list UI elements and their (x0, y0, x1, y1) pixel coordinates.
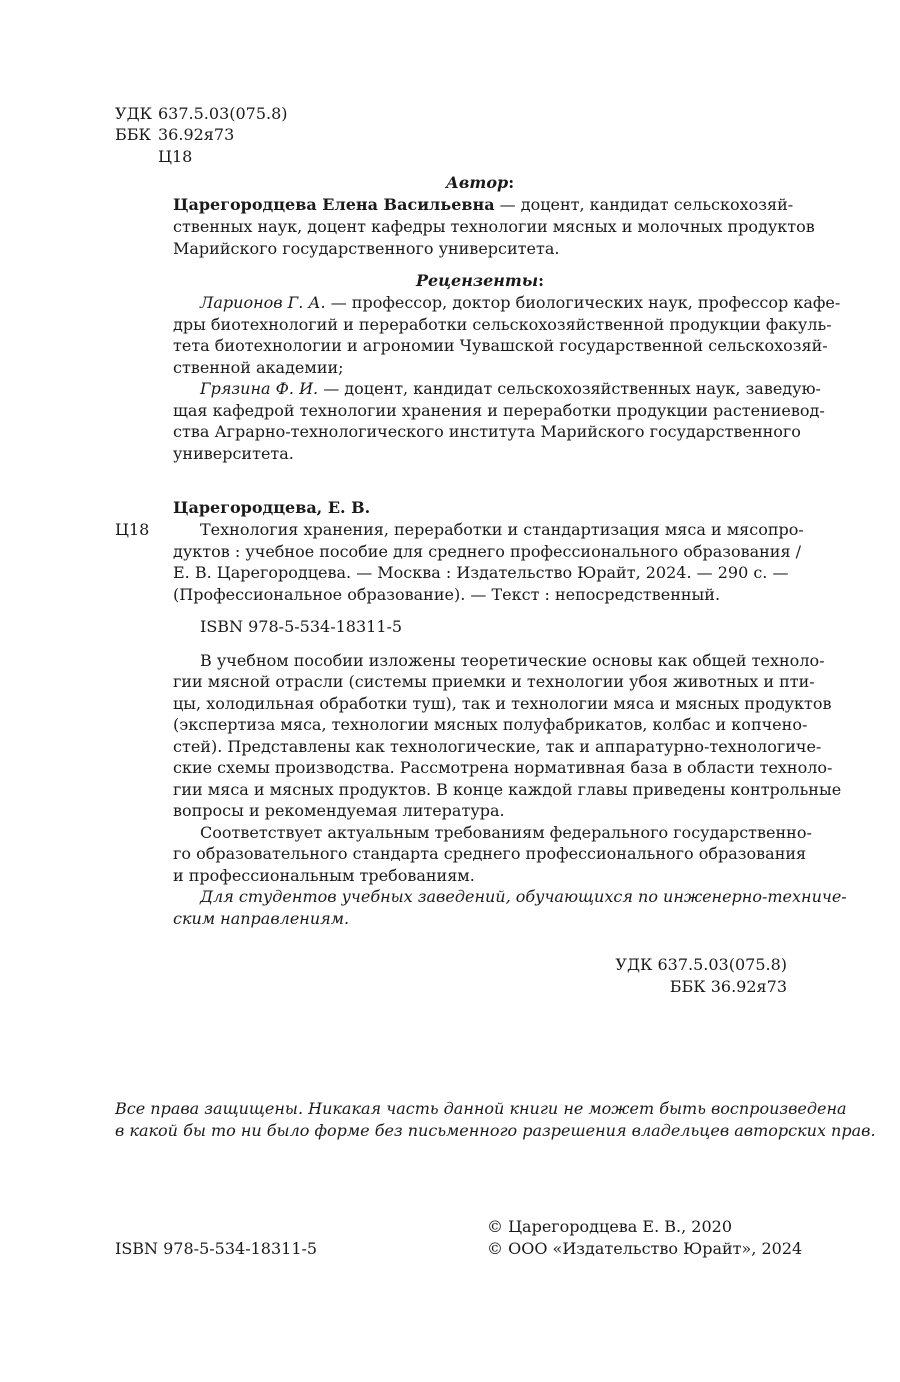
bib-sign: Ц18 (115, 520, 150, 539)
udk-value: 637.5.03(075.8) (158, 104, 288, 123)
reviewer1-line-4: ственной академии; (173, 358, 344, 377)
bbk-label: ББК (115, 125, 151, 144)
author-heading-text: Автор (445, 173, 509, 192)
annotation-p1-line-7: гии мяса и мясных продуктов. В конце каждой главы приведены контрольные (173, 780, 842, 799)
reviewer2-line-2: щая кафедрой технологии хранения и переработки продукции растениевод- (173, 401, 825, 420)
author-sign: Ц18 (158, 147, 193, 166)
udk-label: УДК (115, 104, 152, 123)
reviewer1-line-3: тета биотехнологии и агрономии Чувашской государственной сельскохозяй- (173, 336, 828, 355)
annotation-p2-line-2: го образовательного стандарта среднего профессионального образования (173, 844, 807, 863)
bib-line-2: дуктов : учебное пособие для среднего профессионального образования / (173, 542, 802, 561)
index-udk: УДК 637.5.03(075.8) (615, 955, 787, 974)
annotation-p2-line-1: Соответствует актуальным требованиям федерального государственно- (200, 823, 812, 842)
bib-line-4: (Профессиональное образование). — Текст : непосредственный. (173, 585, 721, 604)
bbk-value: 36.92я73 (158, 125, 235, 144)
reviewer2-name: Грязина Ф. И. (200, 379, 319, 398)
author-line-3: Марийского государственного университета. (173, 239, 560, 258)
bib-author-heading: Царегородцева, Е. В. (173, 498, 371, 517)
audience-line-2: ским направлениям. (173, 909, 350, 928)
audience-line-1: Для студентов учебных заведений, обучающихся по инженерно-техниче- (200, 887, 847, 906)
index-bbk: ББК 36.92я73 (669, 977, 787, 996)
annotation-p2-line-3: и профессиональным требованиям. (173, 866, 475, 885)
reviewer1-line-1: Ларионов Г. А. — профессор, доктор биологических наук, профессор кафе- (200, 293, 841, 312)
reviewer2-line-3: ства Аграрно-технологического института Марийского государственного (173, 422, 801, 441)
reviewer2-line-1: Грязина Ф. И. — доцент, кандидат сельскохозяйственных наук, заведую- (200, 379, 821, 398)
bib-isbn: ISBN 978-5-534-18311-5 (200, 617, 403, 636)
annotation-p1-line-1: В учебном пособии изложены теоретические основы как общей техноло- (200, 651, 825, 670)
annotation-p1-line-3: цы, холодильная обработки туш), так и технологии мяса и мясных продуктов (173, 694, 832, 713)
author-line-2: ственных наук, доцент кафедры технологии мясных и молочных продуктов (173, 217, 815, 236)
rights-line-2: в какой бы то ни было форме без письменного разрешения владельцев авторских прав. (115, 1121, 876, 1140)
copyright-author: © Царегородцева Е. В., 2020 (487, 1217, 733, 1236)
footer-isbn: ISBN 978-5-534-18311-5 (115, 1239, 318, 1258)
rights-line-1: Все права защищены. Никакая часть данной книги не может быть воспроизведена (115, 1099, 847, 1118)
bib-line-3: Е. В. Царегородцева. — Москва : Издательство Юрайт, 2024. — 290 с. — (173, 563, 789, 582)
author-heading (0, 172, 900, 194)
reviewers-heading-colon: : (538, 271, 545, 290)
annotation-p1-line-8: вопросы и рекомендуемая литература. (173, 801, 505, 820)
author-line-1: Царегородцева Елена Васильевна — доцент, кандидат сельскохозяй- (173, 195, 794, 214)
reviewers-heading-text: Рецензенты (415, 271, 539, 290)
reviewers-heading (0, 270, 900, 292)
annotation-p1-line-6: ские схемы производства. Рассмотрена нормативная база в области техноло- (173, 758, 833, 777)
annotation-p1-line-4: (экспертиза мяса, технологии мясных полуфабрикатов, колбас и копчено- (173, 715, 808, 734)
annotation-p1-line-2: гии мясной отрасли (системы приемки и технологии убоя животных и пти- (173, 672, 815, 691)
bib-line-1: Технология хранения, переработки и стандартизация мяса и мясопро- (200, 520, 804, 539)
author-name: Царегородцева Елена Васильевна (173, 195, 495, 214)
reviewer1-line-2: дры биотехнологий и переработки сельскохозяйственной продукции факуль- (173, 315, 832, 334)
reviewer1-name: Ларионов Г. А. (200, 293, 326, 312)
reviewer2-line-4: университета. (173, 444, 294, 463)
annotation-p1-line-5: стей). Представлены как технологические, так и аппаратурно-технологиче- (173, 737, 822, 756)
copyright-publisher: © ООО «Издательство Юрайт», 2024 (487, 1239, 803, 1258)
author-heading-colon: : (508, 173, 515, 192)
